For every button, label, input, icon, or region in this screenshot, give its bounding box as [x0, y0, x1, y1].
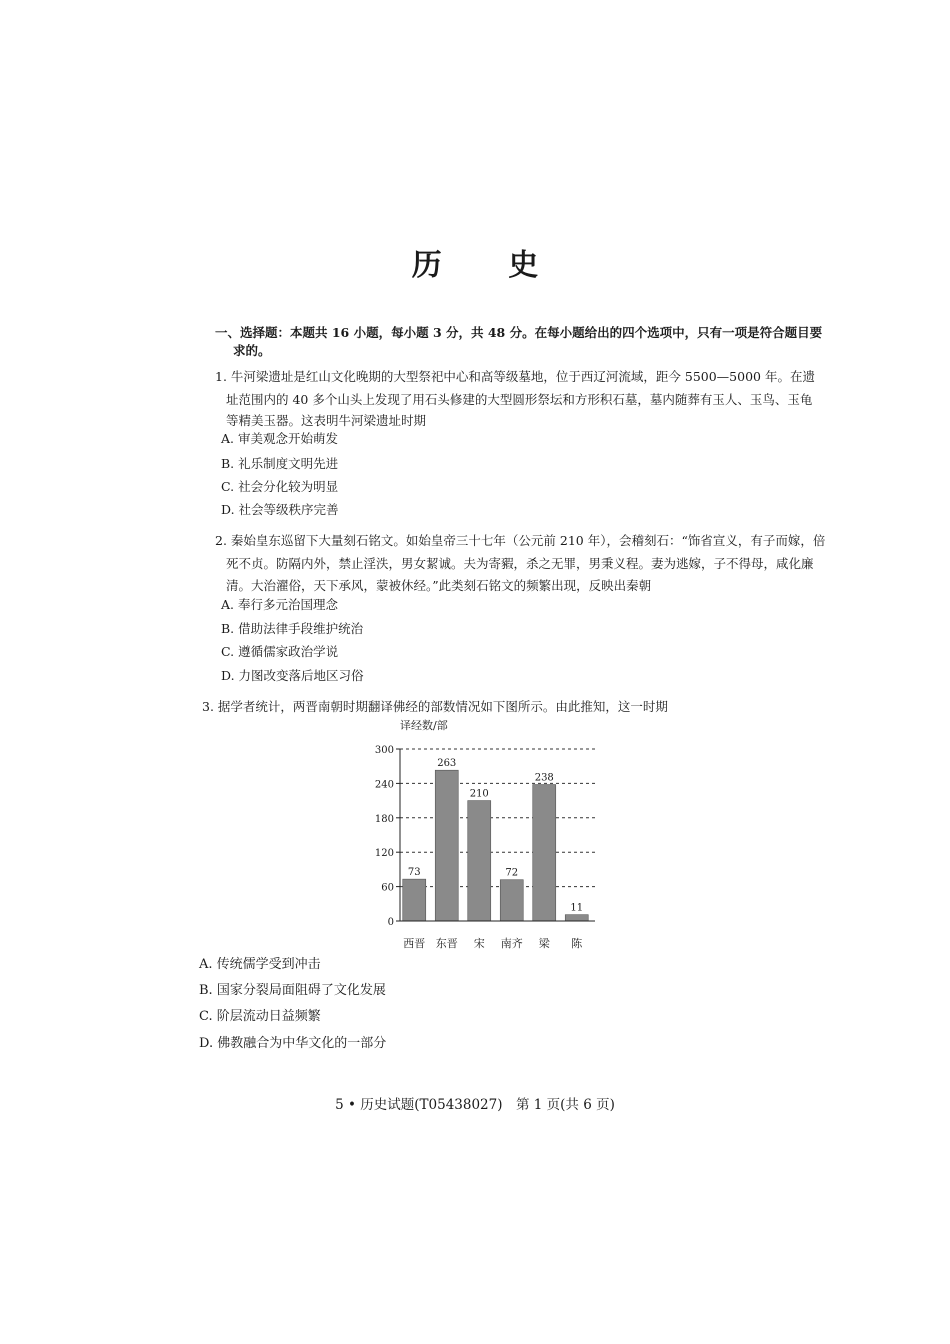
question-1-option-c: C. 社会分化较为明显: [221, 479, 339, 494]
chart-bars: [403, 770, 589, 921]
question-2-option-b: B. 借助法律手段维护统治: [221, 621, 364, 636]
question-1-option-b: B. 礼乐制度文明先进: [221, 456, 339, 471]
data-label: 210: [469, 788, 489, 800]
y-tick-label: 120: [374, 848, 394, 860]
section-heading: 一、选择题：本题共 16 小题，每小题 3 分，共 48 分。在每小题给出的四个选项中，只有一项是符合题目要: [215, 325, 823, 340]
x-tick-label: 西晋: [403, 937, 426, 950]
question-3-option-c: C. 阶层流动日益频繁: [199, 1009, 321, 1024]
question-3-option-a: A. 传统儒学受到冲击: [199, 957, 321, 972]
question-1-option-a: A. 审美观念开始萌发: [221, 431, 338, 446]
data-label: 72: [505, 867, 519, 879]
question-2-line-2: 死不贞。防隔内外，禁止淫泆，男女絜诚。夫为寄豭，杀之无罪，男秉义程。妻为逃嫁，子不得母，咸化廉: [226, 556, 814, 571]
bar: [403, 879, 426, 921]
chart-data-labels: [408, 758, 583, 913]
bar-chart: [360, 715, 610, 960]
x-tick-label: 东晋: [435, 937, 458, 950]
question-2-option-d: D. 力图改变落后地区习俗: [221, 668, 364, 683]
bar: [565, 915, 588, 921]
bar: [500, 880, 523, 921]
chart-ylabel: 译经数/部: [400, 719, 448, 732]
y-tick-label: 300: [374, 745, 394, 756]
question-3-option-d: D. 佛教融合为中华文化的一部分: [199, 1036, 387, 1051]
page-title: 历 史: [411, 248, 567, 283]
x-tick-label: 梁: [538, 937, 550, 950]
question-1-line-3: 等精美玉器。这表明牛河梁遗址时期: [226, 413, 427, 428]
bar: [468, 801, 491, 921]
x-tick-label: 陈: [571, 937, 583, 950]
y-tick-label: 240: [374, 779, 394, 791]
question-3-line-1: 3. 据学者统计，两晋南朝时期翻译佛经的部数情况如下图所示。由此推知，这一时期: [202, 699, 668, 714]
x-tick-label: 宋: [473, 937, 485, 950]
y-tick-label: 0: [387, 917, 394, 928]
y-tick-label: 60: [381, 882, 394, 894]
question-1-line-1: 1. 牛河梁遗址是红山文化晚期的大型祭祀中心和高等级墓地，位于西辽河流域，距今 5500—5000 年。在遗: [215, 369, 815, 384]
question-2-line-1: 2. 秦始皇东巡留下大量刻石铭文。如始皇帝三十七年（公元前 210 年），会稽刻石：“饰省宣义，有子而嫁，倍: [215, 533, 826, 548]
section-heading-cont: 求的。: [233, 343, 271, 358]
bar: [435, 770, 458, 921]
x-tick-label: 南齐: [500, 937, 523, 950]
question-2-line-3: 清。大治濯俗，天下承风，蒙被休经。”此类刻石铭文的频繁出现，反映出秦朝: [226, 578, 652, 593]
chart-y-ticks: [375, 745, 400, 928]
data-label: 11: [570, 902, 584, 914]
bar: [533, 785, 556, 921]
question-1-option-d: D. 社会等级秩序完善: [221, 502, 339, 517]
page-footer: 5 • 历史试题(T05438027) 第 1 页(共 6 页): [335, 1097, 615, 1113]
data-label: 238: [534, 772, 554, 784]
data-label: 263: [437, 758, 457, 770]
chart-x-ticks: [403, 936, 583, 950]
chart-grid: [400, 749, 595, 887]
data-label: 73: [407, 867, 421, 879]
y-tick-label: 180: [374, 813, 394, 825]
question-3-option-b: B. 国家分裂局面阻碍了文化发展: [199, 983, 386, 998]
question-1-line-2: 址范围内的 40 多个山头上发现了用石头修建的大型圆形祭坛和方形积石墓，墓内随葬有玉人、玉鸟、玉龟: [226, 392, 813, 407]
question-2-option-c: C. 遵循儒家政治学说: [221, 644, 339, 659]
question-2-option-a: A. 奉行多元治国理念: [221, 597, 338, 612]
